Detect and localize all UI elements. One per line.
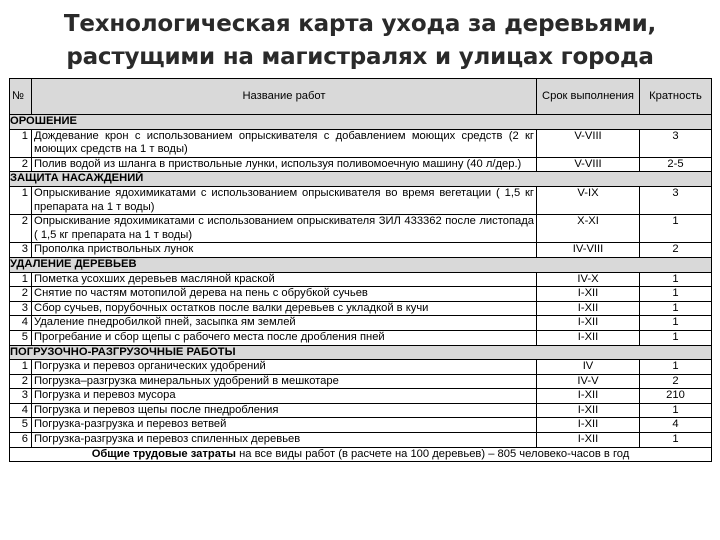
row-work-name: Прополка приствольных лунок xyxy=(32,243,537,258)
table-row xyxy=(10,433,712,448)
row-frequency: 1 xyxy=(640,215,712,243)
header-num: № xyxy=(10,79,32,115)
row-frequency: 1 xyxy=(640,301,712,316)
row-work-name: Погрузка и перевоз щепы после пнедробления xyxy=(32,403,537,418)
row-frequency: 3 xyxy=(640,129,712,157)
table-row xyxy=(10,389,712,404)
section-title: ПОГРУЗОЧНО-РАЗГРУЗОЧНЫЕ РАБОТЫ xyxy=(10,345,712,360)
row-work-name: Опрыскивание ядохимикатами с использованием опрыскивателя во время вегетации ( 1,5 кг препарата на 1 т воды) xyxy=(32,186,537,214)
header-term: Срок выполнения xyxy=(537,79,640,115)
row-work-name: Пометка усохших деревьев масляной краской xyxy=(32,272,537,287)
row-frequency: 1 xyxy=(640,287,712,302)
header-freq: Кратность xyxy=(640,79,712,115)
table-row xyxy=(10,403,712,418)
footer-row xyxy=(10,447,712,462)
table-row xyxy=(10,186,712,214)
row-work-name: Погрузка–разгрузка минеральных удобрений в мешкотаре xyxy=(32,374,537,389)
table-row xyxy=(10,287,712,302)
row-work-name: Снятие по частям мотопилой дерева на пень с обрубкой сучьев xyxy=(32,287,537,302)
table-row xyxy=(10,129,712,157)
row-work-name: Опрыскивание ядохимикатами с использованием опрыскивателя ЗИЛ 433362 после листопада ( 1,5 кг препарата на 1 т воды) xyxy=(32,215,537,243)
table-row xyxy=(10,301,712,316)
header-name: Название работ xyxy=(32,79,537,115)
row-number: 4 xyxy=(10,403,32,418)
row-number: 5 xyxy=(10,418,32,433)
section-row xyxy=(10,172,712,187)
row-term: I-XII xyxy=(537,389,640,404)
row-number: 2 xyxy=(10,374,32,389)
section-title: ЗАЩИТА НАСАЖДЕНИЙ xyxy=(10,172,712,187)
row-frequency: 4 xyxy=(640,418,712,433)
row-number: 5 xyxy=(10,330,32,345)
footer-bold-text: Общие трудовые затраты xyxy=(91,447,236,460)
row-term: V-VIII xyxy=(537,157,640,172)
row-term: IV xyxy=(537,360,640,375)
row-term: IV-VIII xyxy=(537,243,640,258)
row-number: 3 xyxy=(10,243,32,258)
row-work-name: Погрузка-разгрузка и перевоз спиленных деревьев xyxy=(32,433,537,448)
section-row xyxy=(10,115,712,130)
section-row xyxy=(10,257,712,272)
page-title xyxy=(0,8,720,74)
footer-text: на все виды работ (в расчете на 100 деревьев) – 805 человеко-часов в год xyxy=(235,447,630,460)
row-term: I-XII xyxy=(537,403,640,418)
row-number: 1 xyxy=(10,360,32,375)
row-frequency: 1 xyxy=(640,316,712,331)
row-term: V-IX xyxy=(537,186,640,214)
row-number: 6 xyxy=(10,433,32,448)
row-work-name: Погрузка и перевоз мусора xyxy=(32,389,537,404)
row-term: I-XII xyxy=(537,330,640,345)
row-work-name: Погрузка-разгрузка и перевоз ветвей xyxy=(32,418,537,433)
table-row xyxy=(10,243,712,258)
table-row xyxy=(10,157,712,172)
row-number: 1 xyxy=(10,186,32,214)
table-row xyxy=(10,215,712,243)
row-frequency: 1 xyxy=(640,330,712,345)
row-number: 2 xyxy=(10,157,32,172)
table-row xyxy=(10,272,712,287)
footer-total xyxy=(10,447,712,462)
row-frequency: 210 xyxy=(640,389,712,404)
row-frequency: 1 xyxy=(640,272,712,287)
row-term: I-XII xyxy=(537,287,640,302)
row-number: 3 xyxy=(10,301,32,316)
row-number: 3 xyxy=(10,389,32,404)
row-term: I-XII xyxy=(537,433,640,448)
row-number: 4 xyxy=(10,316,32,331)
title-line-1: Технологическая карта ухода за деревьями, xyxy=(63,11,657,37)
table-row xyxy=(10,330,712,345)
row-work-name: Удаление пнедробилкой пней, засыпка ям землей xyxy=(32,316,537,331)
row-term: V-VIII xyxy=(537,129,640,157)
row-frequency: 2 xyxy=(640,374,712,389)
row-term: I-XII xyxy=(537,316,640,331)
care-table xyxy=(9,78,712,462)
section-title: ОРОШЕНИЕ xyxy=(10,115,712,130)
row-frequency: 1 xyxy=(640,433,712,448)
row-term: X-XI xyxy=(537,215,640,243)
table-row xyxy=(10,374,712,389)
row-term: I-XII xyxy=(537,418,640,433)
title-line-2: растущими на магистралях и улицах города xyxy=(66,44,654,70)
row-number: 1 xyxy=(10,129,32,157)
section-title: УДАЛЕНИЕ ДЕРЕВЬЕВ xyxy=(10,257,712,272)
row-number: 2 xyxy=(10,215,32,243)
row-work-name: Дождевание крон с использованием опрыскивателя с добавлением моющих средств (2 кг моющих средств на 1 т воды) xyxy=(32,129,537,157)
table-row xyxy=(10,418,712,433)
row-frequency: 2-5 xyxy=(640,157,712,172)
row-frequency: 3 xyxy=(640,186,712,214)
section-row xyxy=(10,345,712,360)
row-number: 1 xyxy=(10,272,32,287)
table-row xyxy=(10,316,712,331)
row-frequency: 1 xyxy=(640,360,712,375)
row-frequency: 2 xyxy=(640,243,712,258)
row-number: 2 xyxy=(10,287,32,302)
row-frequency: 1 xyxy=(640,403,712,418)
row-work-name: Прогребание и сбор щепы с рабочего места после дробления пней xyxy=(32,330,537,345)
row-term: IV-X xyxy=(537,272,640,287)
row-work-name: Сбор сучьев, порубочных остатков после валки деревьев с укладкой в кучи xyxy=(32,301,537,316)
row-work-name: Полив водой из шланга в приствольные лунки, используя поливомоечную машину (40 л/дер.) xyxy=(32,157,537,172)
row-term: I-XII xyxy=(537,301,640,316)
table-header-row xyxy=(10,79,712,115)
row-term: IV-V xyxy=(537,374,640,389)
row-work-name: Погрузка и перевоз органических удобрений xyxy=(32,360,537,375)
table-row xyxy=(10,360,712,375)
